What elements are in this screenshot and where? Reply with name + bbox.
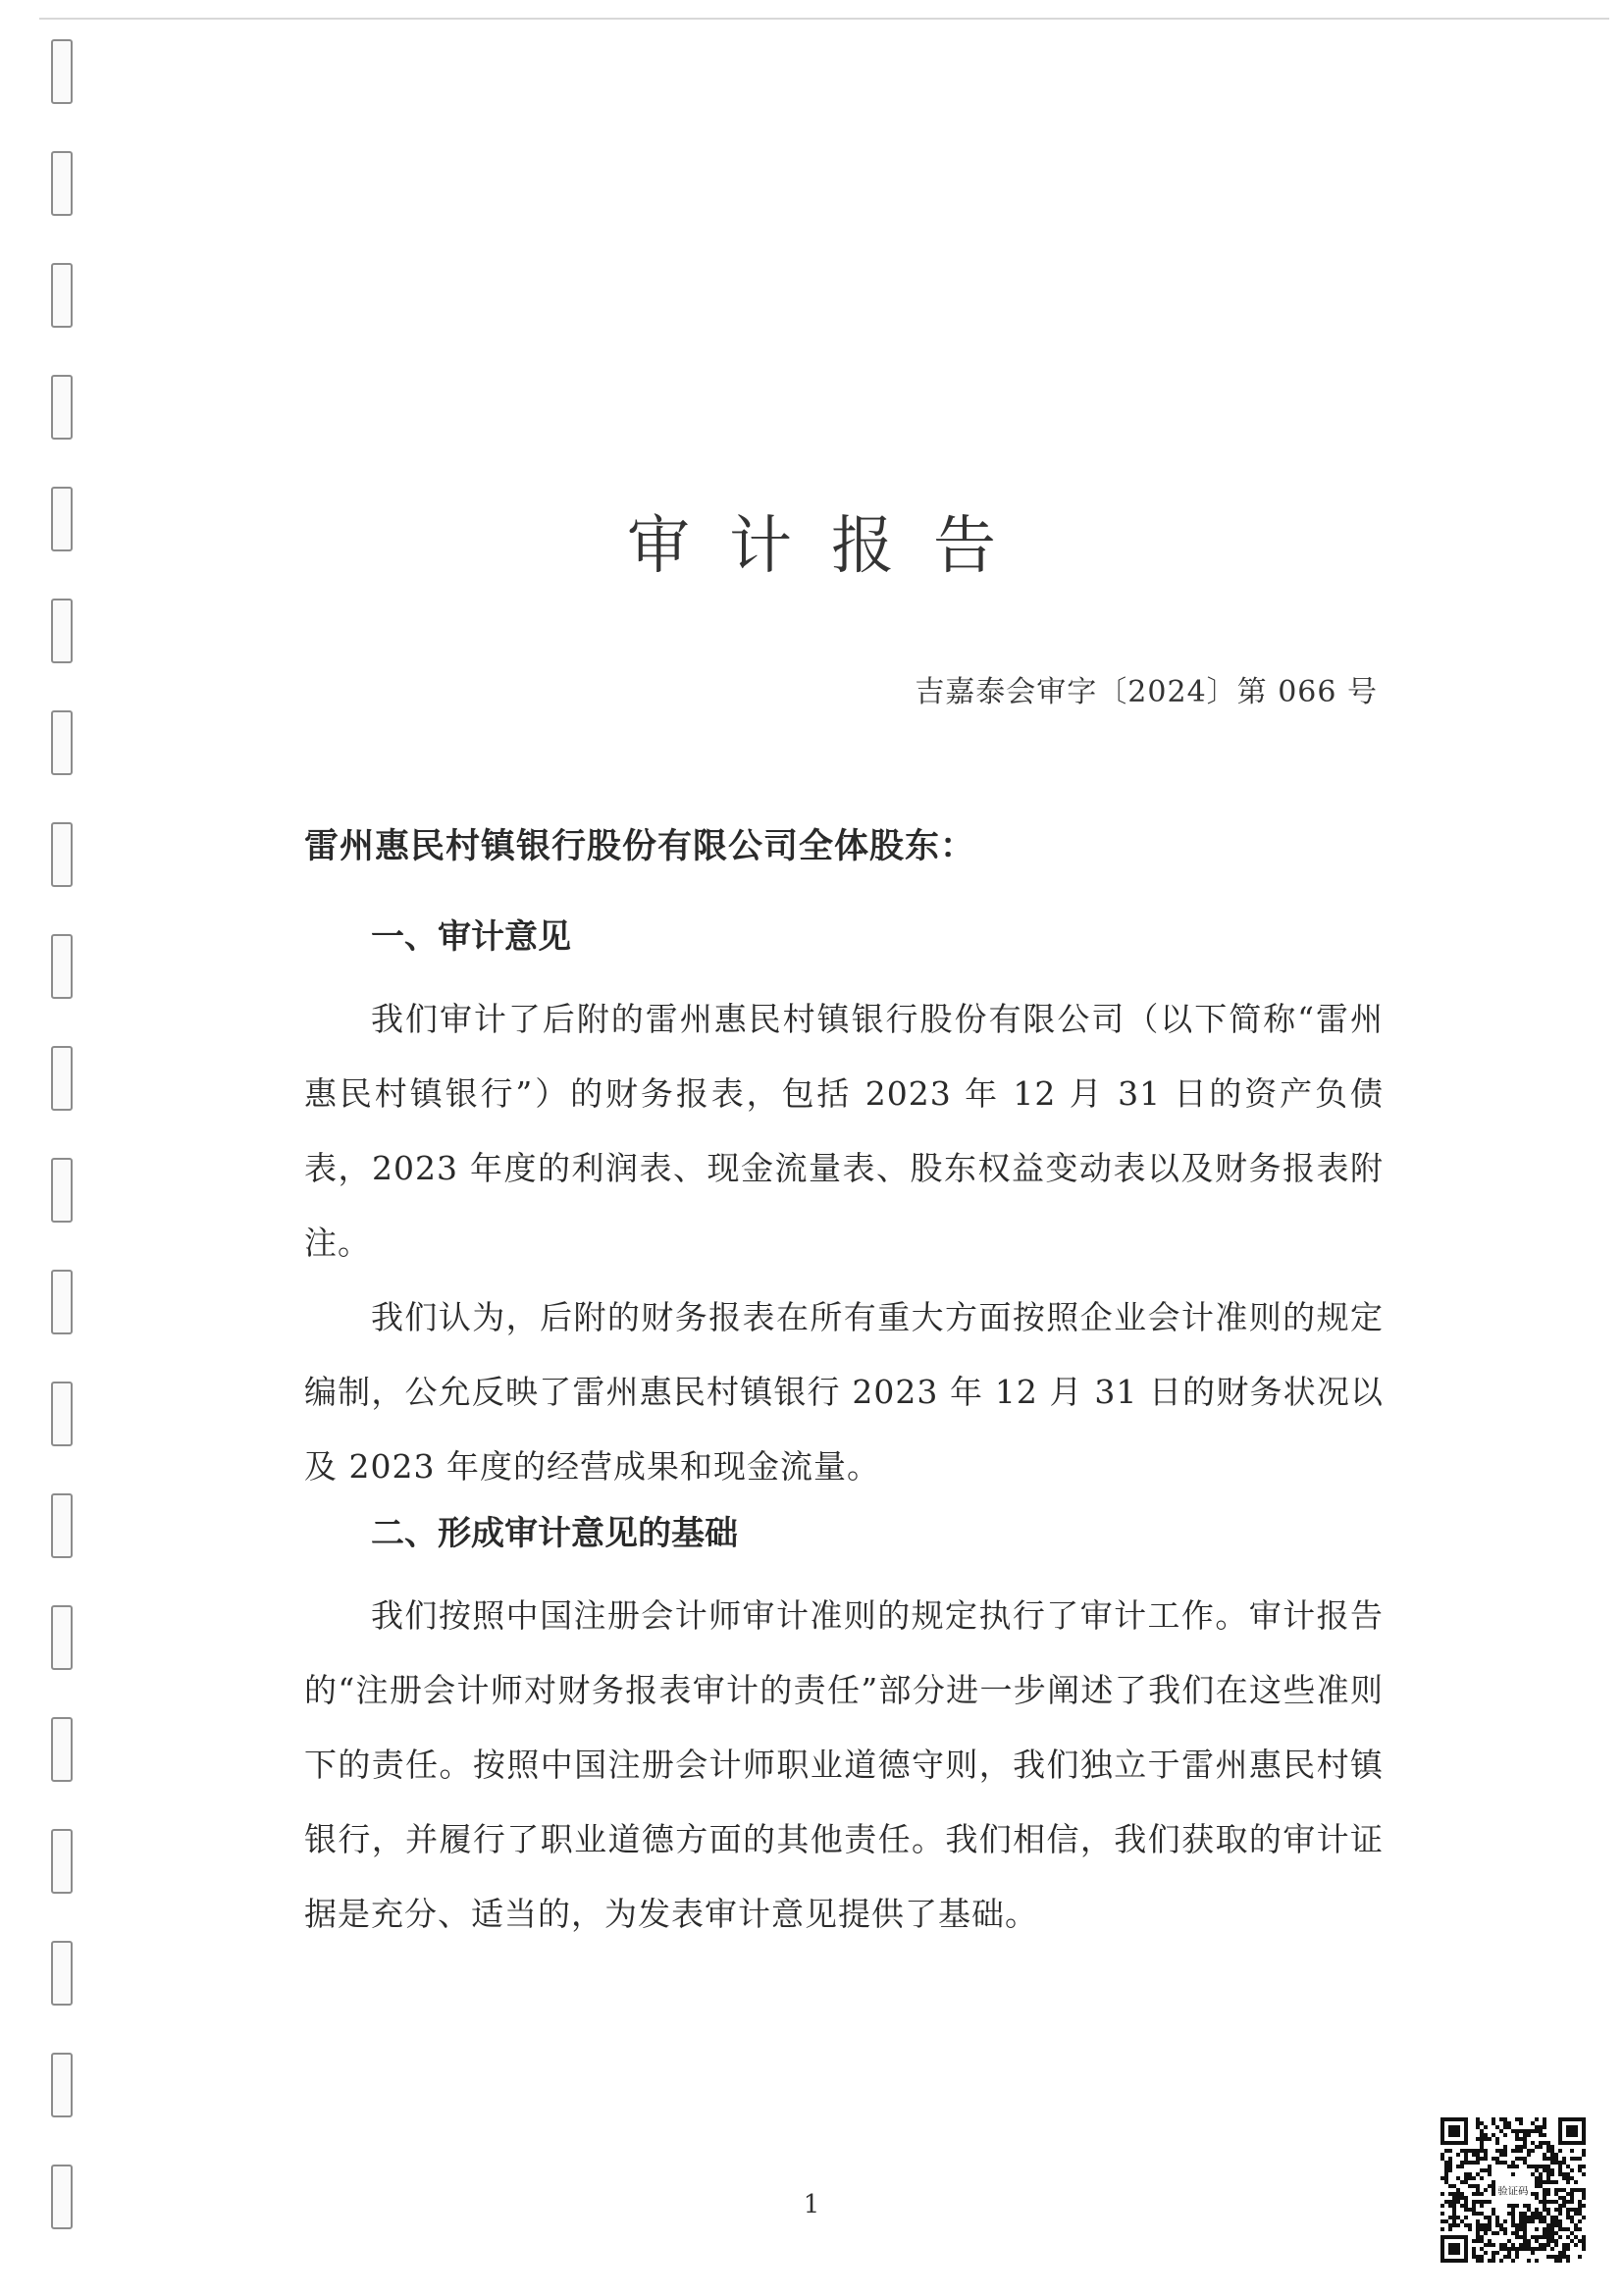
top-rule xyxy=(39,18,1609,20)
paragraph: 我们认为，后附的财务报表在所有重大方面按照企业会计准则的规定编制，公允反映了雷州惠民村镇银行 2023 年 12 月 31 日的财务状况以及 2023 年度的经营成果和现金流量。 xyxy=(304,1298,1384,1486)
binding-hole xyxy=(51,263,73,328)
page-number: 1 xyxy=(803,2190,820,2219)
binding-hole xyxy=(51,1046,73,1111)
binding-hole xyxy=(51,39,73,104)
section-heading: 一、审计意见 xyxy=(371,917,571,957)
binding-hole xyxy=(51,151,73,216)
binding-hole xyxy=(51,1605,73,1670)
binding-hole xyxy=(51,1941,73,2006)
binding-hole xyxy=(51,599,73,663)
binding-hole xyxy=(51,1158,73,1223)
section-basis-for-opinion xyxy=(304,1504,1384,1952)
qr-caption: 验证码 xyxy=(1497,2185,1529,2198)
paragraph: 我们按照中国注册会计师审计准则的规定执行了审计工作。审计报告的“注册会计师对财务报表审计的责任”部分进一步阐述了我们在这些准则下的责任。按照中国注册会计师职业道德守则，我们独立于雷州惠民村镇银行，并履行了职业道德方面的其他责任。我们相信，我们获取的审计证据是充分、适当的，为发表审计意见提供了基础。 xyxy=(304,1596,1384,1933)
binding-hole xyxy=(51,1382,73,1446)
report-body xyxy=(304,819,1384,1952)
binding-hole xyxy=(51,1493,73,1558)
section-heading: 二、形成审计意见的基础 xyxy=(371,1514,738,1553)
binding-hole xyxy=(51,2053,73,2117)
binding-hole xyxy=(51,1717,73,1782)
binding-hole xyxy=(51,822,73,887)
qr-code-icon xyxy=(1440,2117,1586,2263)
binding-hole xyxy=(51,375,73,440)
binding-hole xyxy=(51,934,73,999)
paragraph: 我们审计了后附的雷州惠民村镇银行股份有限公司（以下简称“雷州惠民村镇银行”）的财务报表，包括 2023 年 12 月 31 日的资产负债表，2023 年度的利润表、现金流量表、股东权益变动表以及财务报表附注。 xyxy=(304,1000,1384,1262)
binding-holes xyxy=(51,39,75,2296)
document-number: 吉嘉泰会审字〔2024〕第 066 号 xyxy=(915,675,1378,709)
salutation: 雷州惠民村镇银行股份有限公司全体股东： xyxy=(304,826,976,866)
binding-hole xyxy=(51,1829,73,1894)
binding-hole xyxy=(51,710,73,775)
section-audit-opinion xyxy=(304,908,1384,1504)
binding-hole xyxy=(51,1270,73,1334)
page-title: 审计报告 xyxy=(627,510,1035,583)
